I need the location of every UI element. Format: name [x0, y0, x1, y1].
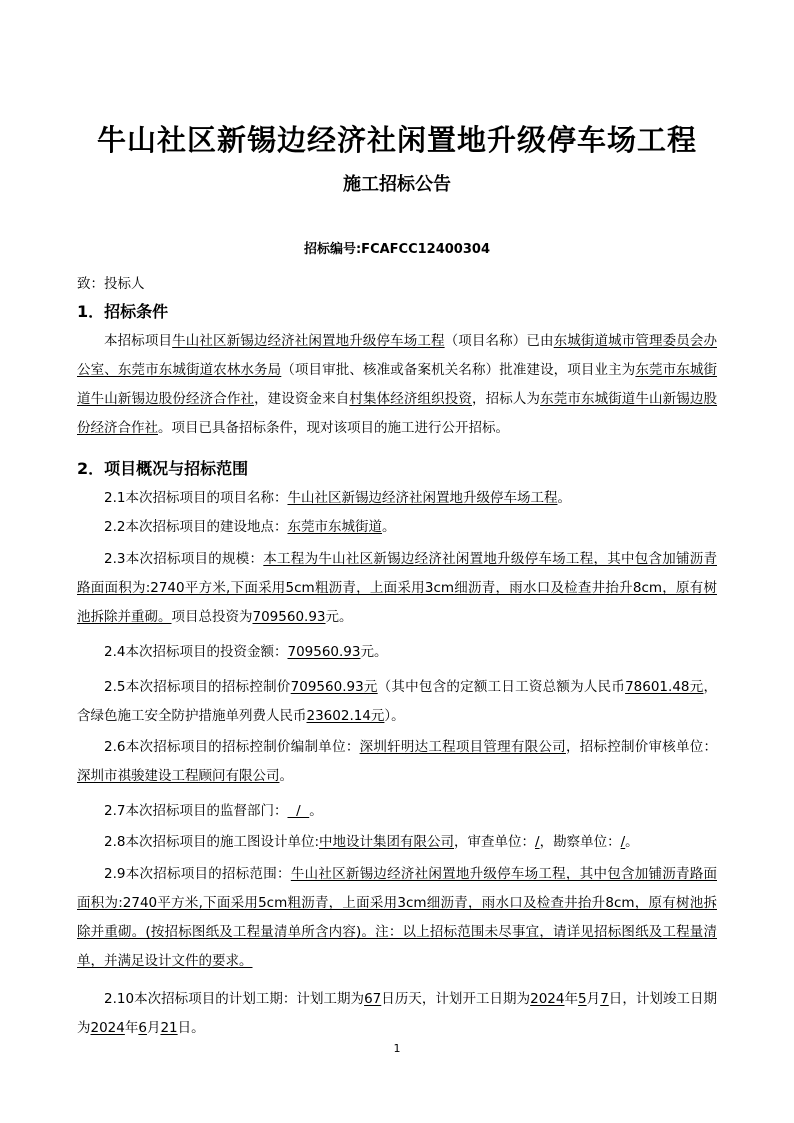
- text: 2.10本次招标项目的计划工期：计划工期为: [104, 991, 365, 1007]
- text: 2.2本次招标项目的建设地点：: [104, 519, 288, 535]
- text: ，审查单位：: [454, 834, 536, 850]
- text: 2.5本次招标项目的招标控制价: [104, 679, 291, 695]
- labor-wage-value: 78601.48元: [625, 679, 704, 695]
- text: 年: [124, 1020, 139, 1036]
- text: 月: [146, 1020, 161, 1036]
- tender-conditions-paragraph: [77, 327, 717, 443]
- investment-amount-value: 709560.93: [287, 644, 361, 660]
- text: 月: [586, 991, 601, 1007]
- salutation: 致：投标人: [77, 276, 145, 292]
- text: 2.8本次招标项目的施工图设计单位:: [104, 834, 320, 850]
- design-unit-value: 中地设计集团有限公司: [319, 834, 455, 850]
- text: 项目总投资为: [171, 609, 253, 625]
- location-value: 东莞市东城街道: [287, 519, 382, 535]
- text: ）。: [384, 708, 405, 724]
- supervision-dept-value: /: [287, 803, 310, 819]
- end-day: 21: [160, 1020, 178, 1036]
- text: ，招标控制价审核单位：: [565, 739, 717, 755]
- text: 2.9本次招标项目的招标范围：: [104, 866, 291, 882]
- safety-fee-value: 23602.14元: [306, 708, 385, 724]
- text: 。项目已具备招标条件，现对该项目的施工进行公开招标。: [158, 420, 509, 436]
- text: 2.6本次招标项目的招标控制价编制单位：: [104, 739, 360, 755]
- item-2-7: [77, 797, 717, 826]
- control-price-value: 709560.93元: [290, 679, 378, 695]
- text: 元。: [360, 644, 388, 660]
- page-number: 1: [393, 1042, 401, 1055]
- text: 年: [564, 991, 579, 1007]
- text: 。: [381, 519, 396, 535]
- text: ，含绿色施工安全防护措施单列费人民币: [77, 679, 717, 724]
- scope-value: 牛山社区新锡边经济社闲置地升级停车场工程，其中包含加铺沥青路面面积为:2740平方米,下面采用5cm粗沥青，上面采用3cm细沥青，雨水口及检查井抬升8cm，原有树池拆除并重砌。(按招标图纸及工程量清单所含内容)。注：以上招标范围未尽事宜，请详见招标图纸及工程量清单，并满足设计文件的要求。: [77, 866, 717, 969]
- text: 元。: [325, 609, 353, 625]
- text: 日历天，计划开工日期为: [381, 991, 531, 1007]
- item-2-10: [77, 985, 717, 1043]
- project-owner: 东莞市东城街道牛山新锡边股份经济合作社: [77, 362, 718, 407]
- text: 日，计划竣工日期为: [77, 991, 718, 1036]
- item-2-2: [77, 513, 717, 542]
- compiling-unit-value: 深圳轩明达工程项目管理有限公司: [359, 739, 566, 755]
- item-2-9: [77, 860, 717, 976]
- end-month: 6: [138, 1020, 147, 1036]
- start-year: 2024: [530, 991, 565, 1007]
- start-day: 7: [600, 991, 609, 1007]
- survey-unit-value: /: [620, 834, 626, 850]
- text: （其中包含的定额工日工资总额为人民币: [377, 679, 626, 695]
- item-2-8: [77, 828, 717, 857]
- text: （项目名称）已由: [444, 333, 554, 349]
- funding-source: 村集体经济组织投资: [349, 391, 472, 407]
- total-investment-value: 709560.93: [252, 609, 326, 625]
- tenderer: 东莞市东城街道牛山新锡边股份经济合作社: [77, 391, 718, 436]
- text: 2.7本次招标项目的监督部门：: [104, 803, 288, 819]
- text: 2.1本次招标项目的项目名称：: [104, 490, 288, 506]
- item-2-6: [77, 733, 717, 791]
- text: 本招标项目: [104, 333, 173, 349]
- item-2-4: [77, 638, 717, 667]
- item-2-3: [77, 545, 717, 632]
- duration-days: 67: [364, 991, 382, 1007]
- text: 2.3本次招标项目的规模：: [104, 551, 264, 567]
- text: 。: [309, 803, 323, 819]
- tender-number: 招标编号:FCAFCC12400304: [303, 242, 490, 257]
- text: （项目审批、核准或备案机关名称）批准建设，项目业主为: [281, 362, 636, 378]
- scale-value: 本工程为牛山社区新锡边经济社闲置地升级停车场工程，其中包含加铺沥青路面面积为:2740平方米,下面采用5cm粗沥青，上面采用3cm细沥青，雨水口及检查井抬升8cm，原有树池拆除并重砌。: [77, 551, 717, 625]
- approving-authority: 东城街道城市管理委员会办公室、东莞市东城街道农林水务局: [77, 333, 717, 378]
- document-title: 牛山社区新锡边经济社闲置地升级停车场工程: [96, 123, 697, 157]
- text: ，勘察单位：: [539, 834, 621, 850]
- start-month: 5: [578, 991, 587, 1007]
- text: ，招标人为: [471, 391, 541, 407]
- end-year: 2024: [90, 1020, 125, 1036]
- section-heading-project-overview: 2．项目概况与招标范围: [77, 459, 249, 478]
- document-subtitle: 施工招标公告: [343, 174, 451, 195]
- item-2-1: [77, 484, 717, 513]
- review-unit-value: /: [535, 834, 540, 850]
- text: 日。: [177, 1020, 205, 1036]
- text: 。: [557, 490, 571, 506]
- item-2-5: [77, 673, 717, 731]
- auditing-unit-value: 深圳市祺骏建设工程顾问有限公司: [77, 768, 280, 784]
- text: 2.4本次招标项目的投资金额：: [104, 644, 288, 660]
- project-name-value: 牛山社区新锡边经济社闲置地升级停车场工程: [287, 490, 558, 506]
- text: 。: [625, 834, 639, 850]
- section-heading-tender-conditions: 1．招标条件: [77, 302, 169, 321]
- project-name: 牛山社区新锡边经济社闲置地升级停车场工程: [172, 333, 445, 349]
- text: 。: [279, 768, 293, 784]
- text: ，建设资金来自: [254, 391, 350, 407]
